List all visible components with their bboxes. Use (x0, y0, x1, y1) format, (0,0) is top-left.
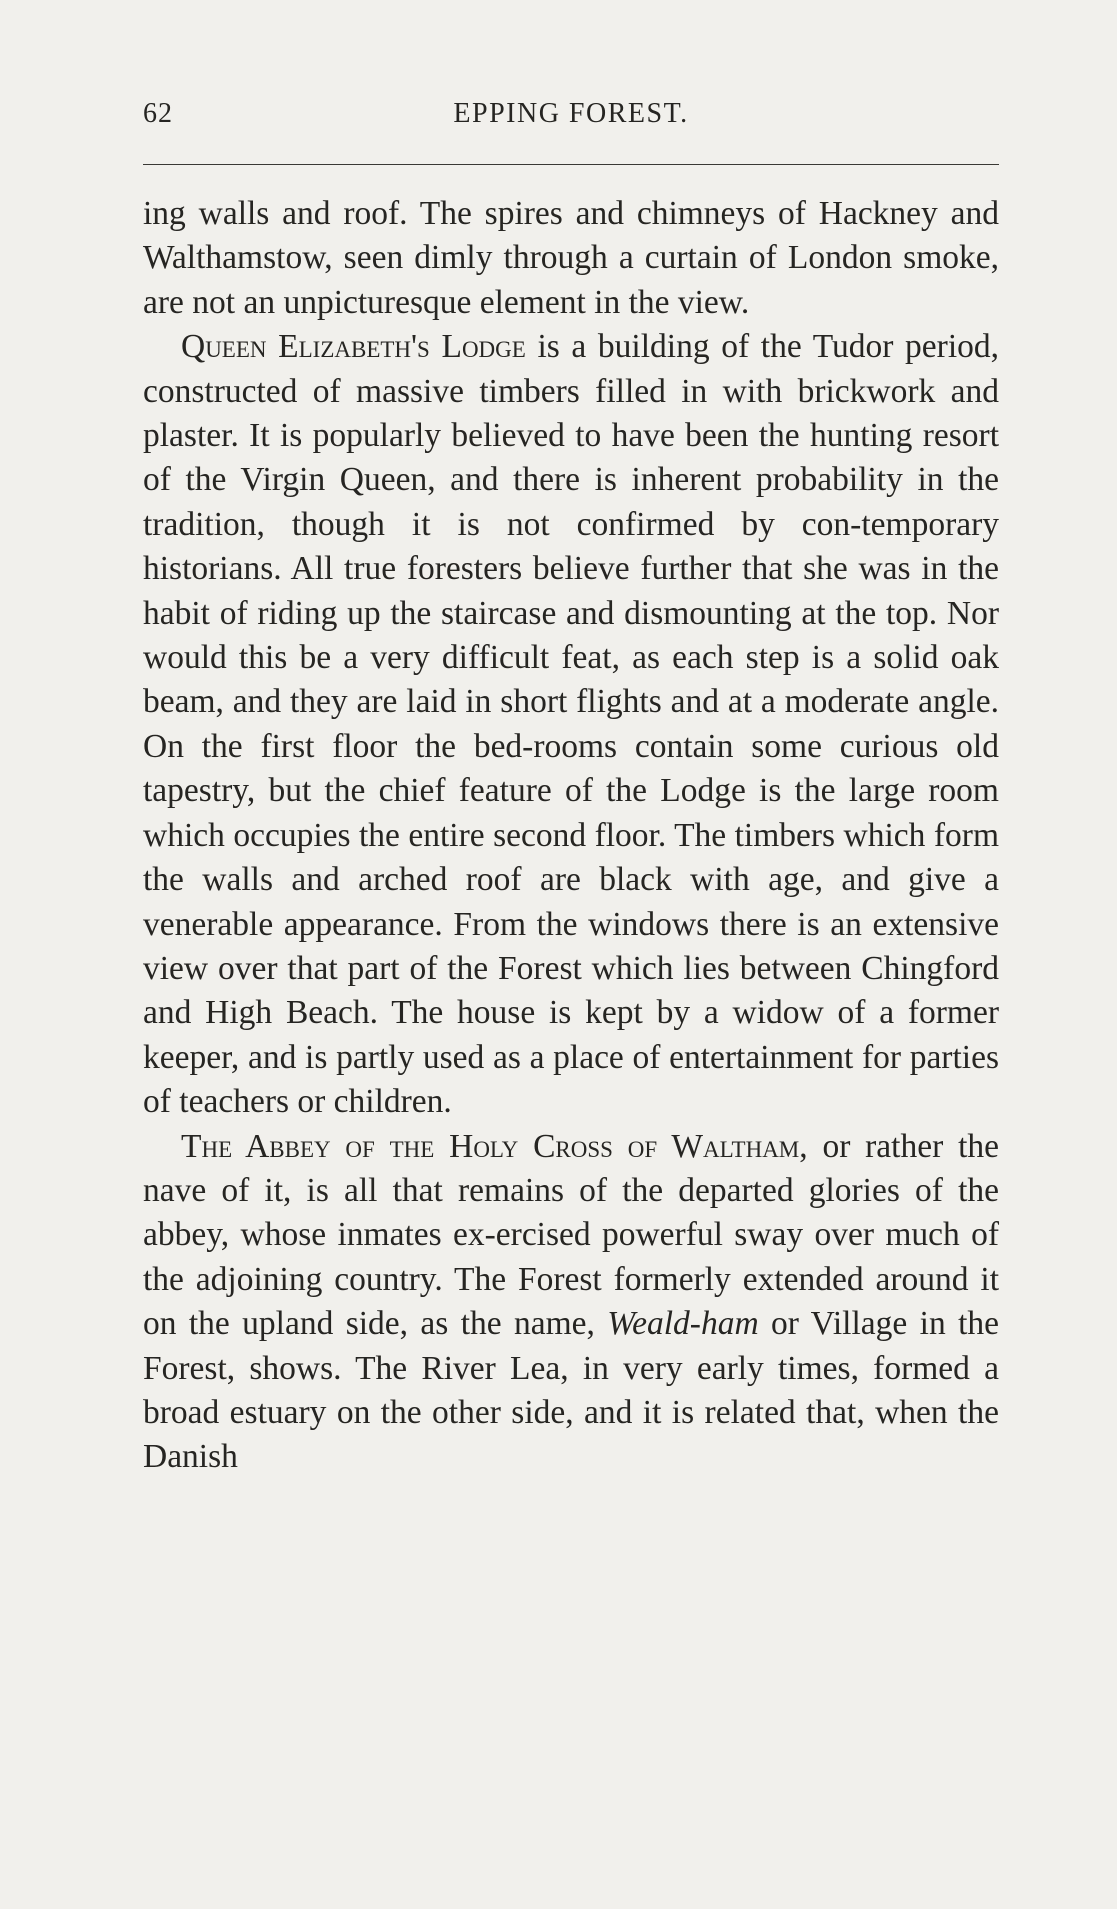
paragraph-3-lead: The Abbey of the Holy Cross of Waltham (181, 1127, 800, 1165)
paragraph-2-text: is a building of the Tudor period, constructed of massive timbers filled in with brickwork and plaster. It is popularly believed to have been the hunting resort of the Virgin Queen, and there is inherent probability in the tradition, though it is not confirmed by con-temporary historians. All true foresters believe further that she was in the habit of riding up the staircase and dismounting at the top. Nor would this be a very difficult feat, as each step is a solid oak beam, and they are laid in short flights and at a moderate angle. On the first floor the bed-rooms contain some curious old tapestry, but the chief feature of the Lodge is the large room which occupies the entire second floor. The timbers which form the walls and arched roof are black with age, and give a venerable appearance. From the windows there is an extensive view over that part of the Forest which lies between Chingford and High Beach. The house is kept by a widow of a former keeper, and is partly used as a place of entertainment for parties of teachers or children. (143, 328, 999, 1121)
paragraph-1 (143, 192, 999, 325)
paragraph-1-text: ing walls and roof. The spires and chimneys of Hackney and Walthamstow, seen dimly through a curtain of London smoke, are not an unpicturesque element in the view. (143, 195, 999, 321)
paragraph-3-text-before: , or rather the nave of it, is all that remains of the departed glories of the abbey, whose inmates ex-ercised powerful sway over much of the adjoining country. The Forest formerly extended around it on the upland side, as the name, (143, 1127, 999, 1343)
paragraph-3 (143, 1125, 999, 1480)
page-header (143, 98, 999, 138)
header-rule (143, 164, 999, 165)
paragraph-3-text-after: or Village in the Forest, shows. The River Lea, in very early times, formed a broad estuary on the other side, and it is related that, when the Danish (143, 1305, 999, 1476)
paragraph-2 (143, 325, 999, 1124)
running-title: EPPING FOREST. (453, 98, 689, 129)
paragraph-2-lead: Queen Elizabeth's Lodge (181, 328, 526, 366)
paragraph-3-italic: Weald-ham (607, 1305, 759, 1343)
page-number: 62 (143, 98, 173, 129)
body-text (143, 192, 999, 1480)
